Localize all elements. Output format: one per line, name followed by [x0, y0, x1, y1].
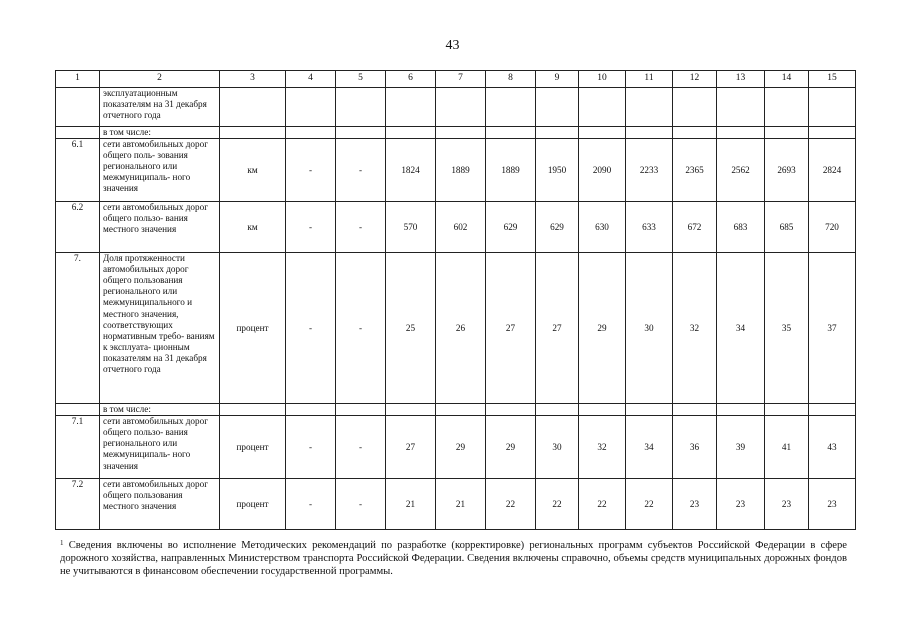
table-cell: -	[286, 479, 336, 530]
table-cell	[336, 404, 386, 416]
table-cell: 22	[486, 479, 536, 530]
table-cell	[220, 127, 286, 139]
table-row	[56, 202, 856, 253]
table-cell: 21	[386, 479, 436, 530]
table-cell	[626, 404, 673, 416]
indicator-name-cell: эксплуатационным показателям на 31 декабря отчетного года	[100, 88, 220, 127]
row-index-cell	[56, 127, 100, 139]
column-header: 15	[809, 71, 856, 88]
table-cell: 23	[717, 479, 765, 530]
table-cell	[673, 404, 717, 416]
row-index-cell: 6.1	[56, 139, 100, 202]
footnote-marker: 1	[60, 539, 64, 547]
table-cell	[536, 404, 579, 416]
table-row	[56, 139, 856, 202]
table-cell: 570	[386, 202, 436, 253]
column-header: 10	[579, 71, 626, 88]
column-header: 13	[717, 71, 765, 88]
column-header: 12	[673, 71, 717, 88]
table-cell	[336, 127, 386, 139]
table-cell: 36	[673, 416, 717, 479]
table-cell: -	[336, 253, 386, 404]
table-cell	[436, 88, 486, 127]
table-row	[56, 479, 856, 530]
table-cell: 22	[626, 479, 673, 530]
table-cell: 2824	[809, 139, 856, 202]
footnote	[60, 539, 847, 579]
table-cell	[386, 404, 436, 416]
table-cell: 629	[536, 202, 579, 253]
table-cell	[286, 88, 336, 127]
table-cell: 22	[579, 479, 626, 530]
indicator-name-cell: сети автомобильных дорог общего пользо- вания регионального или межмуниципаль- ного значения	[100, 416, 220, 479]
table-cell	[765, 127, 809, 139]
table-cell: 29	[579, 253, 626, 404]
indicator-name-cell: в том числе:	[100, 404, 220, 416]
table-cell	[673, 127, 717, 139]
table-cell	[486, 127, 536, 139]
row-index-cell: 6.2	[56, 202, 100, 253]
table-cell	[386, 127, 436, 139]
row-index-cell	[56, 88, 100, 127]
table-cell: 1889	[486, 139, 536, 202]
table-cell: 23	[809, 479, 856, 530]
table-cell: 2693	[765, 139, 809, 202]
table-cell: 34	[717, 253, 765, 404]
table-cell	[286, 127, 336, 139]
table-cell	[717, 88, 765, 127]
column-header: 5	[336, 71, 386, 88]
page-number: 43	[445, 38, 460, 53]
table-cell: 25	[386, 253, 436, 404]
table-cell: 30	[626, 253, 673, 404]
table-cell	[626, 127, 673, 139]
table-cell: 26	[436, 253, 486, 404]
table-body	[56, 71, 856, 530]
table-cell: 32	[579, 416, 626, 479]
indicator-name-cell: в том числе:	[100, 127, 220, 139]
table-cell: процент	[220, 253, 286, 404]
table-cell: -	[286, 416, 336, 479]
table-cell: 34	[626, 416, 673, 479]
table-cell: 2233	[626, 139, 673, 202]
table-cell: 27	[536, 253, 579, 404]
table-row	[56, 253, 856, 404]
table-cell: -	[286, 253, 336, 404]
table-cell	[579, 88, 626, 127]
table-cell	[286, 404, 336, 416]
table-cell: 633	[626, 202, 673, 253]
table-cell	[717, 127, 765, 139]
table-cell: 39	[717, 416, 765, 479]
indicator-name-cell: Доля протяженности автомобильных дорог общего пользования регионального или межмуниципального и местного значения, соответствующих нормативным требо- ваниям к эксплуата- ционным показателям на 31 декабря отчетного года	[100, 253, 220, 404]
column-header: 4	[286, 71, 336, 88]
column-number-row	[56, 71, 856, 88]
table-cell	[765, 88, 809, 127]
table-cell: 2365	[673, 139, 717, 202]
table-cell: 21	[436, 479, 486, 530]
column-header: 9	[536, 71, 579, 88]
table-cell	[809, 88, 856, 127]
table-cell: км	[220, 202, 286, 253]
table-cell: 27	[386, 416, 436, 479]
table-cell: процент	[220, 416, 286, 479]
row-index-cell	[56, 404, 100, 416]
table-cell: 22	[536, 479, 579, 530]
row-index-cell: 7.2	[56, 479, 100, 530]
table-cell: 2562	[717, 139, 765, 202]
table-cell: 602	[436, 202, 486, 253]
table-cell: км	[220, 139, 286, 202]
table-cell: 1950	[536, 139, 579, 202]
table-row	[56, 127, 856, 139]
table-cell: 29	[486, 416, 536, 479]
table-cell: 1824	[386, 139, 436, 202]
table-row	[56, 88, 856, 127]
table-cell: -	[286, 202, 336, 253]
table-cell	[536, 127, 579, 139]
table-cell: 23	[673, 479, 717, 530]
footnote-text: Сведения включены во исполнение Методических рекомендаций по разработке (корректировке) региональных программ субъектов Российской Федерации в сфере дорожного хозяйства, направленных Министерством транспорта Российской Федерации. Сведения включены справочно, объемы средств муниципальных дорожных фондов не учитываются в финансовом обеспечении государственной программы.	[60, 540, 847, 578]
table-cell	[579, 127, 626, 139]
indicator-name-cell: сети автомобильных дорог общего пользо- вания местного значения	[100, 202, 220, 253]
table-cell: 1889	[436, 139, 486, 202]
column-header: 2	[100, 71, 220, 88]
table-cell: 35	[765, 253, 809, 404]
table-cell: 683	[717, 202, 765, 253]
column-header: 3	[220, 71, 286, 88]
table-cell	[765, 404, 809, 416]
table-cell: -	[336, 202, 386, 253]
table-row	[56, 404, 856, 416]
table-cell	[436, 404, 486, 416]
table-cell	[717, 404, 765, 416]
table-cell: 27	[486, 253, 536, 404]
table-cell	[536, 88, 579, 127]
table-cell: 630	[579, 202, 626, 253]
table-cell: 30	[536, 416, 579, 479]
table-cell: 32	[673, 253, 717, 404]
column-header: 7	[436, 71, 486, 88]
table-cell: -	[336, 479, 386, 530]
table-cell	[220, 88, 286, 127]
table-cell: 672	[673, 202, 717, 253]
indicator-name-cell: сети автомобильных дорог общего пользования местного значения	[100, 479, 220, 530]
table-cell	[336, 88, 386, 127]
table-cell	[626, 88, 673, 127]
table-cell	[486, 88, 536, 127]
table-cell: процент	[220, 479, 286, 530]
row-index-cell: 7.	[56, 253, 100, 404]
table-cell: 720	[809, 202, 856, 253]
table-cell: 23	[765, 479, 809, 530]
indicator-name-cell: сети автомобильных дорог общего поль- зования регионального или межмуниципаль- ного значения	[100, 139, 220, 202]
table-cell: 685	[765, 202, 809, 253]
table-cell: 629	[486, 202, 536, 253]
column-header: 11	[626, 71, 673, 88]
table-cell: 2090	[579, 139, 626, 202]
column-header: 14	[765, 71, 809, 88]
table-cell	[809, 127, 856, 139]
column-header: 1	[56, 71, 100, 88]
table-cell: -	[336, 139, 386, 202]
table-cell: 29	[436, 416, 486, 479]
table-cell	[436, 127, 486, 139]
table-row	[56, 416, 856, 479]
indicators-table	[55, 70, 856, 530]
row-index-cell: 7.1	[56, 416, 100, 479]
table-cell: -	[286, 139, 336, 202]
table-cell: -	[336, 416, 386, 479]
table-cell: 43	[809, 416, 856, 479]
table-cell	[579, 404, 626, 416]
table-cell	[386, 88, 436, 127]
table-cell	[809, 404, 856, 416]
table-cell: 41	[765, 416, 809, 479]
table-cell	[220, 404, 286, 416]
column-header: 6	[386, 71, 436, 88]
table-cell: 37	[809, 253, 856, 404]
table-cell	[673, 88, 717, 127]
column-header: 8	[486, 71, 536, 88]
table-cell	[486, 404, 536, 416]
